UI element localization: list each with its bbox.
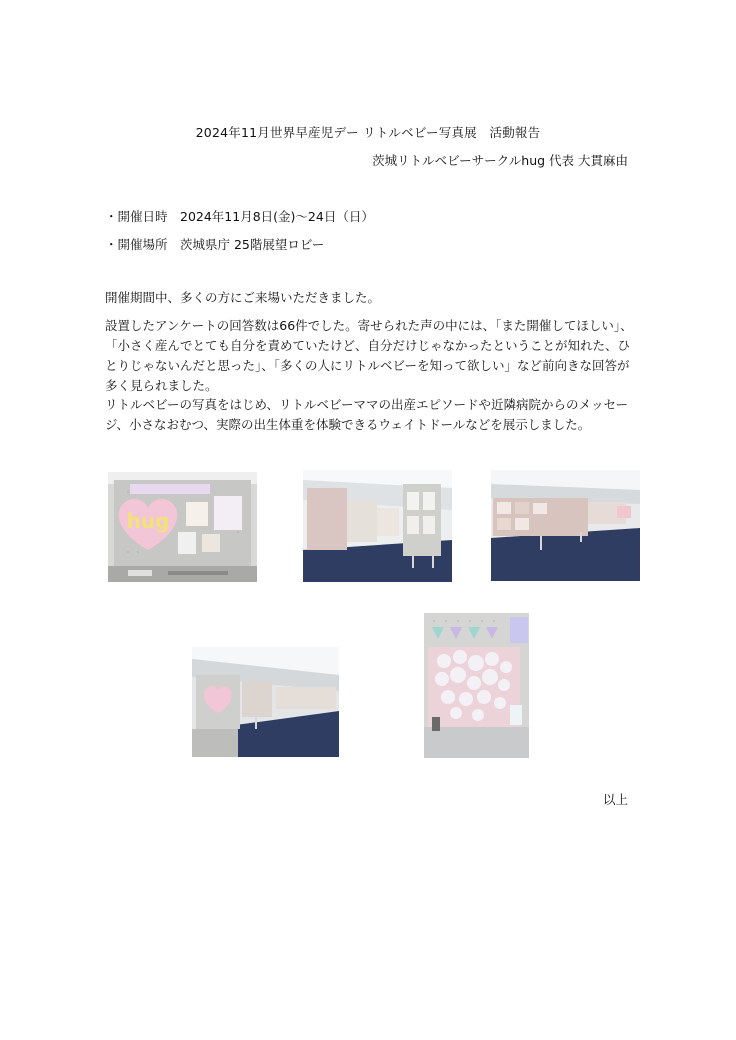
paragraph-survey: 設置したアンケートの回答数は66件でした。寄せられた声の中には、「また開催してほしい」、「小さく産んでとても自分を責めていたけど、自分だけじゃなかったということが知れた、ひとりじゃないんだと思った」、「多くの人にリトルベビーを知って欲しい」など前向きな回答が多く見られました。 — [105, 318, 633, 393]
organization-name: 茨城リトルベビーサークルhug 代表 大貫麻由 — [372, 153, 628, 168]
closing-text: 以上 — [602, 792, 628, 807]
page-title: 2024年11月世界早産児デー リトルベビー写真展 活動報告 — [195, 125, 541, 140]
event-dates: ・開催日時 2024年11月8日(金)～24日（日） — [105, 209, 374, 224]
photo-long-hall — [491, 470, 640, 581]
paragraph-exhibits: リトルベビーの写真をはじめ、リトルベビーママの出産エピソードや近隣病院からのメッセージ、小さなおむつ、実際の出生体重を体験できるウェイトドールなどを展示しました。 — [105, 397, 629, 432]
paragraph-visitors: 開催期間中、多くの方にご来場いただきました。 — [105, 290, 381, 305]
photo-gallery-hall — [303, 470, 452, 582]
photo-hug-panel — [108, 472, 257, 582]
photo-logo-text: hug — [126, 509, 170, 533]
photo-message-board — [424, 613, 529, 758]
event-venue: ・開催場所 茨城県庁 25階展望ロビー — [105, 237, 325, 252]
photo-hall-heart — [192, 647, 339, 757]
